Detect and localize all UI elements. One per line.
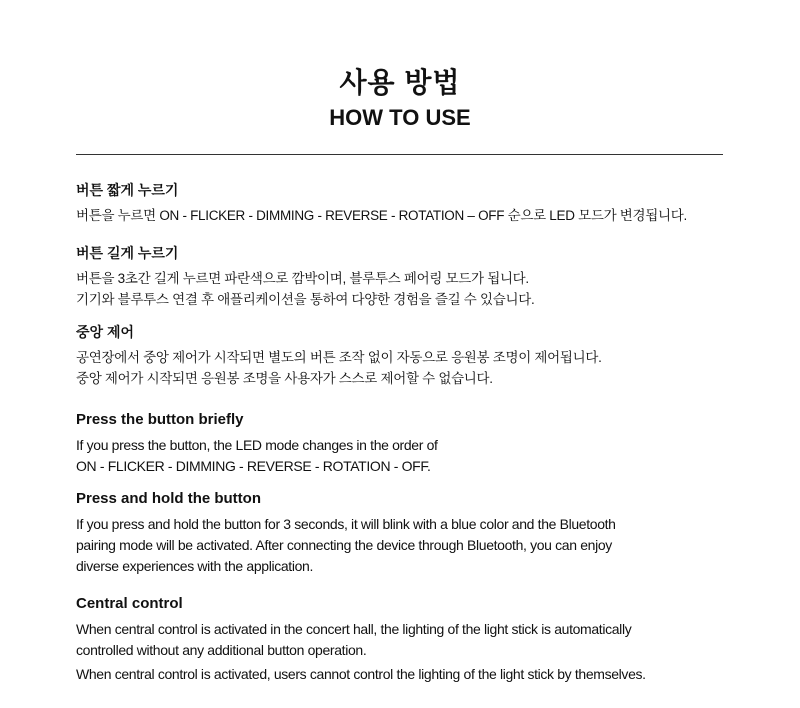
ko-central-line-1: 공연장에서 중앙 제어가 시작되면 별도의 버튼 조작 없이 자동으로 응원봉 조명이 제어됩니다. <box>76 350 602 365</box>
en-short-press-heading: Press the button briefly <box>76 411 244 428</box>
ko-central-line-2: 중앙 제어가 시작되면 응원봉 조명을 사용자가 스스로 제어할 수 없습니다. <box>76 371 493 386</box>
en-long-press-section <box>76 489 724 577</box>
en-central-line-2: controlled without any additional button operation. <box>76 642 367 658</box>
en-long-press-line-2: pairing mode will be activated. After connecting the device through Bluetooth, you can enjoy <box>76 537 612 553</box>
en-long-press-line-3: diverse experiences with the application. <box>76 558 314 574</box>
page-title-korean: 사용 방법 <box>339 67 461 98</box>
ko-short-press-heading: 버튼 짧게 누르기 <box>76 182 179 198</box>
en-long-press-heading: Press and hold the button <box>76 490 262 507</box>
ko-central-section <box>76 322 724 389</box>
ko-central-heading: 중앙 제어 <box>76 324 134 340</box>
page-title-english: HOW TO USE <box>329 105 471 130</box>
ko-long-press-section <box>76 243 724 310</box>
ko-long-press-heading: 버튼 길게 누르기 <box>76 245 179 261</box>
title-divider <box>76 154 723 155</box>
en-short-press-line-2: ON - FLICKER - DIMMING - REVERSE - ROTATION - OFF. <box>76 458 431 474</box>
en-central-line-1: When central control is activated in the concert hall, the lighting of the light stick is automatically <box>76 621 632 637</box>
ko-short-press-section <box>76 180 724 226</box>
en-short-press-line-1: If you press the button, the LED mode changes in the order of <box>76 437 438 453</box>
en-central-line-3: When central control is activated, users cannot control the lighting of the light stick by themselves. <box>76 666 646 682</box>
en-central-heading: Central control <box>76 595 183 612</box>
ko-long-press-line-1: 버튼을 3초간 길게 누르면 파란색으로 깜박이며, 블루투스 페어링 모드가 됩니다. <box>76 271 529 286</box>
en-short-press-section <box>76 410 724 477</box>
en-long-press-line-1: If you press and hold the button for 3 seconds, it will blink with a blue color and the Bluetooth <box>76 516 616 532</box>
ko-long-press-line-2: 기기와 블루투스 연결 후 애플리케이션을 통하여 다양한 경험을 즐길 수 있습니다. <box>76 292 535 307</box>
how-to-use-page <box>76 0 724 708</box>
ko-short-press-line-1: 버튼을 누르면 ON - FLICKER - DIMMING - REVERSE - ROTATION – OFF 순으로 LED 모드가 변경됩니다. <box>76 208 687 223</box>
en-central-section <box>76 594 724 685</box>
